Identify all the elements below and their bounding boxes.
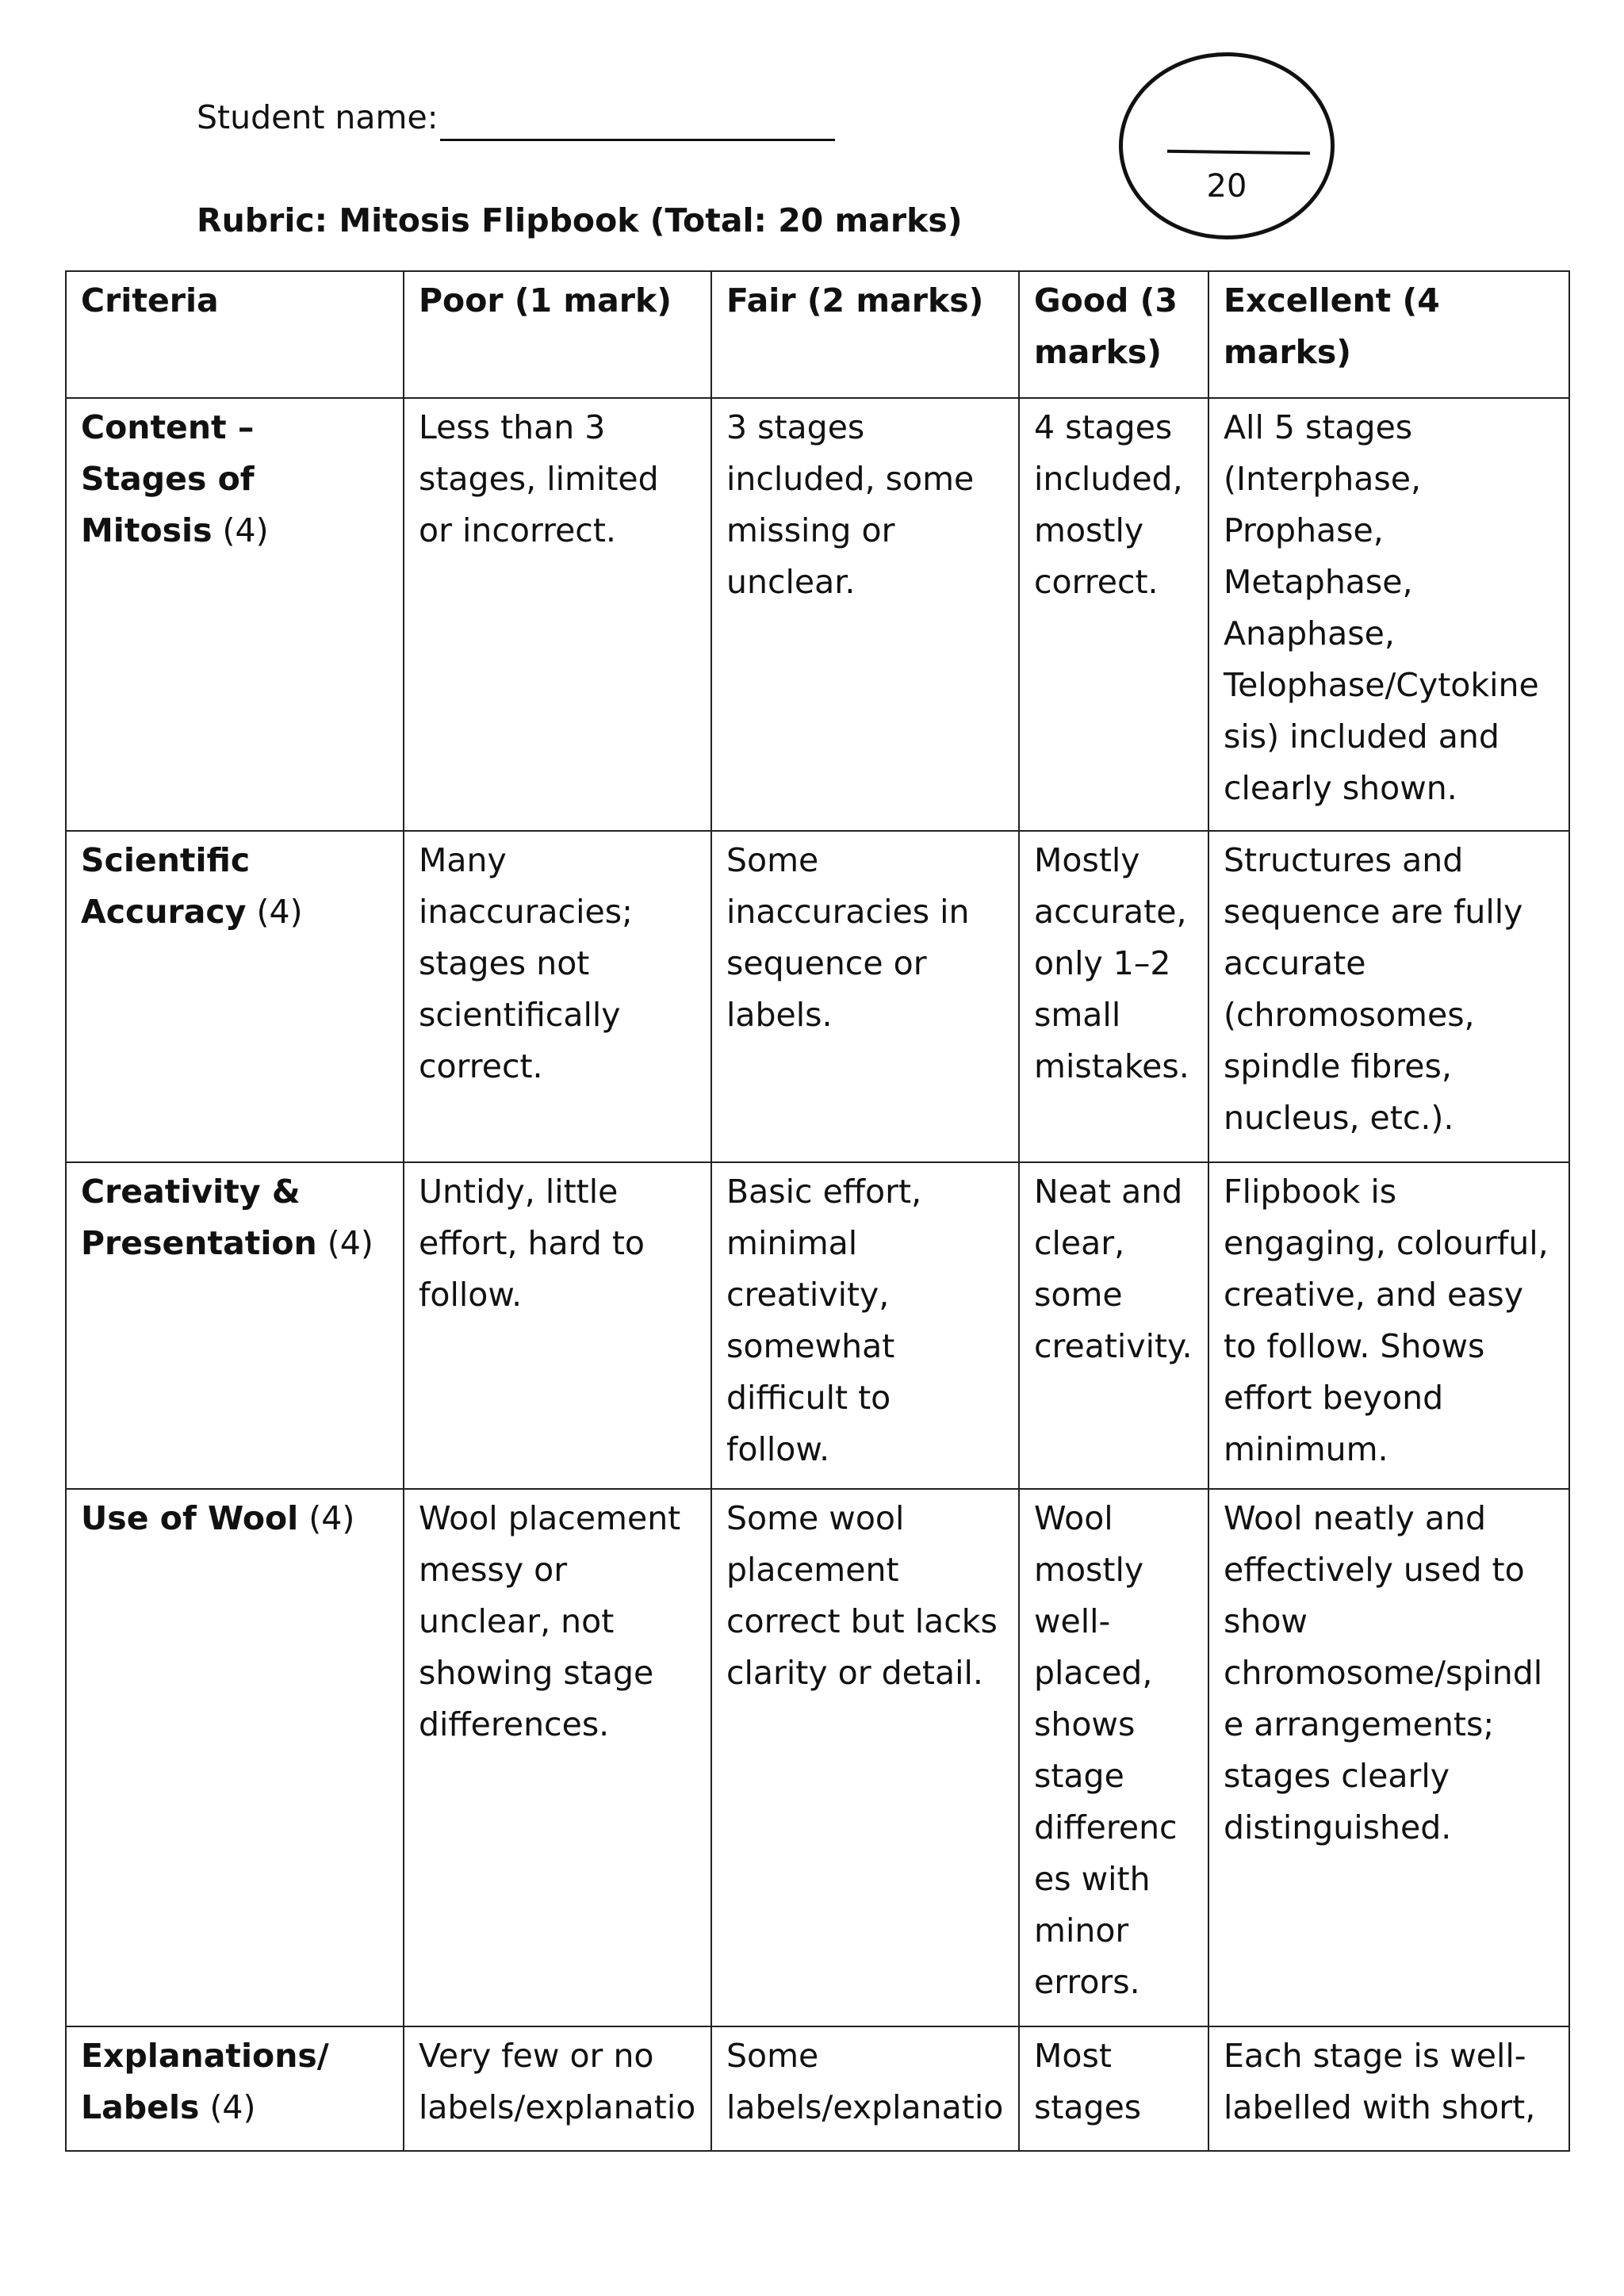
criterion-cell <box>66 1162 404 1489</box>
fair-cell: Some labels/explanatio <box>711 2026 1019 2151</box>
criterion-name: Scientific Accuracy <box>81 841 251 931</box>
good-cell: Mostly accurate, only 1–2 small mistakes. <box>1019 831 1208 1162</box>
criterion-points: (4) <box>298 1499 355 1537</box>
criterion-cell <box>66 831 404 1162</box>
column-header-criteria: Criteria <box>66 271 404 398</box>
criterion-name: Content – Stages of Mitosis <box>81 408 255 549</box>
criterion-cell <box>66 398 404 831</box>
rubric-title: Rubric: Mitosis Flipbook (Total: 20 marks) <box>197 201 963 239</box>
good-cell: 4 stages included, mostly correct. <box>1019 398 1208 831</box>
good-cell: Wool mostly well-placed, shows stage differences with minor errors. <box>1019 1489 1208 2026</box>
score-circle <box>1119 52 1335 239</box>
table-header-row <box>66 271 1569 398</box>
poor-cell: Very few or no labels/explanatio <box>404 2026 711 2151</box>
table-row <box>66 1489 1569 2026</box>
table-row <box>66 1162 1569 1489</box>
table-row <box>66 831 1569 1162</box>
column-header-good: Good (3 marks) <box>1019 271 1208 398</box>
student-name-label: Student name: <box>197 98 439 136</box>
score-total: 20 <box>1206 168 1247 205</box>
column-header-excellent: Excellent (4 marks) <box>1208 271 1569 398</box>
fair-cell: 3 stages included, some missing or unclear. <box>711 398 1019 831</box>
poor-cell: Untidy, little effort, hard to follow. <box>404 1162 711 1489</box>
excellent-cell: Each stage is well-labelled with short, <box>1208 2026 1569 2151</box>
poor-cell: Wool placement messy or unclear, not showing stage differences. <box>404 1489 711 2026</box>
excellent-cell: Flipbook is engaging, colourful, creative, and easy to follow. Shows effort beyond minimum. <box>1208 1162 1569 1489</box>
poor-cell: Less than 3 stages, limited or incorrect. <box>404 398 711 831</box>
table-row <box>66 2026 1569 2151</box>
criterion-cell <box>66 2026 404 2151</box>
column-header-fair: Fair (2 marks) <box>711 271 1019 398</box>
column-header-poor: Poor (1 mark) <box>404 271 711 398</box>
student-name-line <box>197 94 835 141</box>
rubric-table <box>65 270 1570 2152</box>
table-row <box>66 398 1569 831</box>
criterion-points: (4) <box>316 1224 373 1262</box>
good-cell: Neat and clear, some creativity. <box>1019 1162 1208 1489</box>
good-cell: Most stages <box>1019 2026 1208 2151</box>
criterion-points: (4) <box>246 893 303 931</box>
criterion-name: Explanations/ Labels <box>81 2037 329 2126</box>
excellent-cell: Structures and sequence are fully accurate (chromosomes, spindle fibres, nucleus, etc.). <box>1208 831 1569 1162</box>
poor-cell: Many inaccuracies; stages not scientifically correct. <box>404 831 711 1162</box>
fair-cell: Basic effort, minimal creativity, somewhat difficult to follow. <box>711 1162 1019 1489</box>
fair-cell: Some inaccuracies in sequence or labels. <box>711 831 1019 1162</box>
criterion-points: (4) <box>212 511 269 549</box>
fair-cell: Some wool placement correct but lacks clarity or detail. <box>711 1489 1019 2026</box>
score-blank-line <box>1167 150 1310 155</box>
excellent-cell: Wool neatly and effectively used to show chromosome/spindle arrangements; stages clearly distinguished. <box>1208 1489 1569 2026</box>
criterion-name: Use of Wool <box>81 1499 299 1537</box>
student-name-blank <box>440 98 835 141</box>
criterion-name: Creativity & Presentation <box>81 1173 317 1262</box>
excellent-cell: All 5 stages (Interphase, Prophase, Metaphase, Anaphase, Telophase/Cytokinesis) included and clearly shown. <box>1208 398 1569 831</box>
criterion-points: (4) <box>199 2088 256 2126</box>
criterion-cell <box>66 1489 404 2026</box>
